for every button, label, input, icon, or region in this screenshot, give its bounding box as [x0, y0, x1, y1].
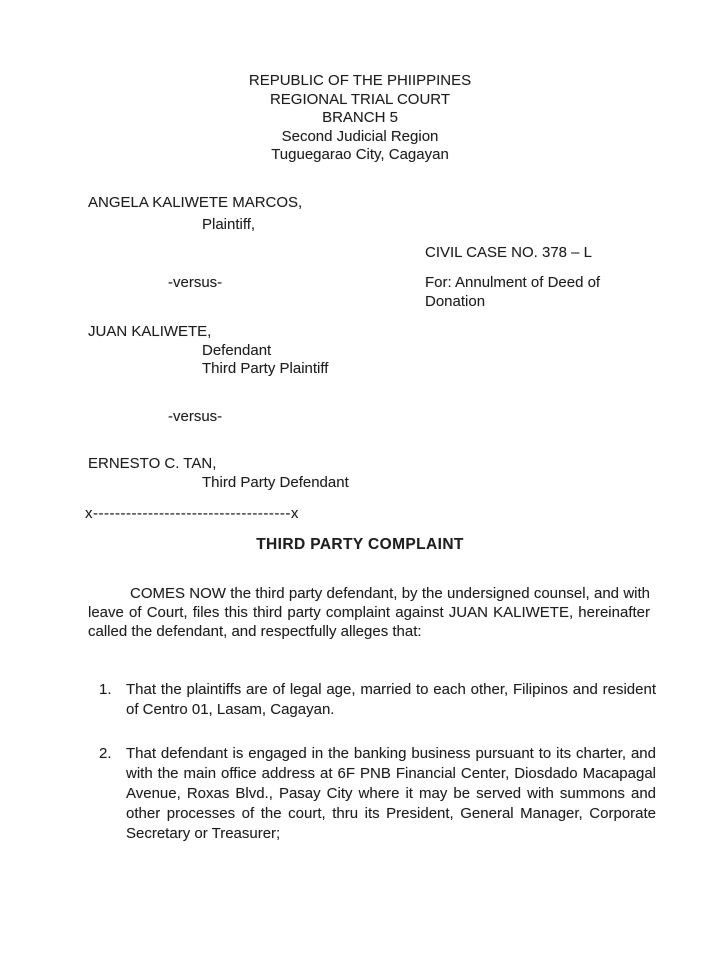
- case-number: CIVIL CASE NO. 378 – L: [425, 244, 593, 261]
- opening-paragraph: COMES NOW the third party defendant, by the undersigned counsel, and with leave of Court, files this third party complaint against JUAN KALIWETE, hereinafter called the defendant, and respectfully alleges that:: [88, 585, 650, 640]
- allegation-2-text: That defendant is engaged in the banking business pursuant to its charter, and with the main office address at 6F PNB Financial Center, Diosdado Macapagal Avenue, Roxas Blvd., Pasay City where it may be served with summons and other processes of the court, thru its President, General Manager, Corporate Secretary or Treasurer;: [126, 745, 656, 842]
- defendant-role-1: Defendant: [202, 342, 272, 359]
- document-title: THIRD PARTY COMPLAINT: [256, 536, 464, 553]
- third-party-defendant-role: Third Party Defendant: [202, 474, 349, 491]
- third-party-defendant-name: ERNESTO C. TAN,: [88, 455, 217, 472]
- header-line-region: Second Judicial Region: [281, 127, 439, 145]
- header-line-city: Tuguegarao City, Cagayan: [271, 146, 449, 164]
- allegation-1-number: 1.: [99, 681, 112, 698]
- allegation-2-number: 2.: [99, 745, 112, 762]
- defendant-role-2: Third Party Plaintiff: [202, 360, 329, 377]
- caption-separator: x------------------------------------x: [85, 505, 299, 522]
- versus-label-1: -versus-: [168, 274, 223, 291]
- plaintiff-name: ANGELA KALIWETE MARCOS,: [88, 194, 303, 211]
- case-nature: For: Annulment of Deed of Donation: [425, 274, 601, 310]
- versus-label-2: -versus-: [168, 408, 223, 425]
- header-line-branch: BRANCH 5: [322, 109, 398, 127]
- header-line-court: REGIONAL TRIAL COURT: [269, 90, 451, 108]
- defendant-name: JUAN KALIWETE,: [88, 323, 212, 340]
- allegation-1-text: That the plaintiffs are of legal age, married to each other, Filipinos and resident of Centro 01, Lasam, Cagayan.: [126, 681, 656, 718]
- plaintiff-role: Plaintiff,: [202, 216, 256, 233]
- header-line-republic: REPUBLIC OF THE PHIIPPINES: [248, 72, 472, 89]
- court-header: [0, 72, 720, 165]
